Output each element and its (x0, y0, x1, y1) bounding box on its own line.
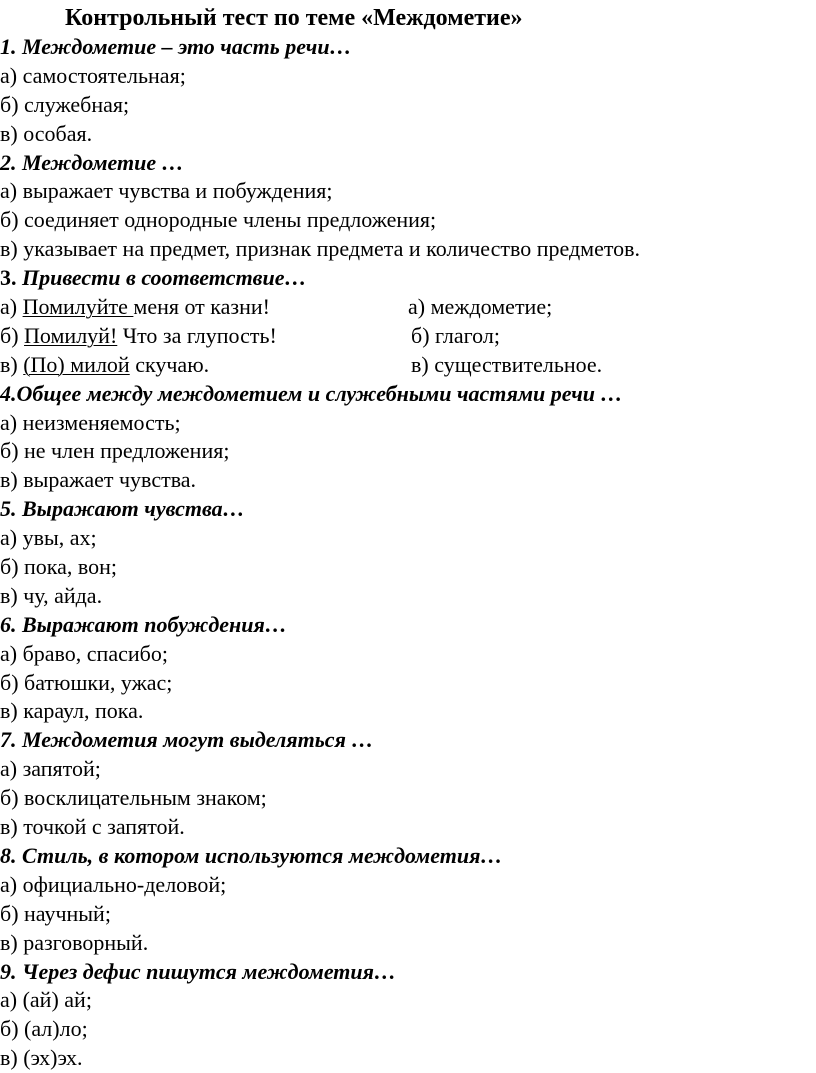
option-6a: а) браво, спасибо; (0, 640, 168, 666)
option-7b: б) восклицательным знаком; (0, 785, 267, 811)
question-text: Стиль, в котором используются междометия… (16, 842, 503, 868)
page-title: Контрольный тест по теме «Междометие» (65, 5, 523, 31)
match-row-c (0, 351, 816, 380)
questions-list (0, 33, 816, 1073)
match-sentence-rest: меня от казни! (133, 294, 270, 320)
option-9b: б) (ал)ло; (0, 1016, 88, 1042)
option-5b: б) пока, вон; (0, 554, 118, 580)
option-2b: б) соединяет однородные члены предложения; (0, 207, 437, 233)
match-prefix: а) (0, 294, 23, 320)
question-4 (0, 380, 816, 409)
question-6 (0, 611, 816, 640)
question-text: Междометие – это часть речи… (16, 34, 352, 59)
question-9 (0, 958, 816, 987)
question-7 (0, 726, 816, 755)
match-row-a (0, 293, 816, 322)
question-number: 8. (0, 842, 17, 868)
option-2a: а) выражает чувства и побуждения; (0, 178, 333, 204)
question-number: 7. (0, 727, 17, 753)
option-1c: в) особая. (0, 120, 93, 146)
question-text: Междометие … (16, 149, 184, 175)
match-underlined-word: Помилуй! (24, 322, 118, 348)
match-underlined-word: Помилуйте (22, 294, 134, 320)
question-5 (0, 495, 816, 524)
option-9a: а) (ай) ай; (0, 987, 92, 1013)
option-1b: б) служебная; (0, 91, 130, 117)
question-3 (0, 264, 816, 293)
match-prefix: в) (0, 351, 24, 377)
question-number: 3. (0, 265, 17, 291)
option-6b: б) батюшки, ужас; (0, 669, 173, 695)
option-4c: в) выражает чувства. (0, 467, 197, 493)
question-text: Выражают побуждения… (16, 611, 287, 637)
match-answer: а) междометие; (408, 294, 553, 320)
question-1 (0, 33, 816, 62)
question-text: Через дефис пишутся междометия… (16, 958, 396, 984)
match-answer: б) глагол; (411, 322, 500, 348)
question-number: 1. (0, 34, 17, 59)
match-underlined-word: (По) милой (23, 351, 130, 377)
question-number: 4. (0, 380, 17, 406)
match-sentence-rest: Что за глупость! (117, 322, 277, 348)
option-2c: в) указывает на предмет, признак предмета и количество предметов. (0, 236, 641, 262)
option-7a: а) запятой; (0, 756, 101, 782)
question-number: 6. (0, 611, 17, 637)
question-number: 2. (0, 149, 17, 175)
option-4a: а) неизменяемость; (0, 409, 181, 435)
option-4b: б) не член предложения; (0, 438, 230, 464)
match-answer: в) существительное. (411, 351, 603, 377)
option-6c: в) караул, пока. (0, 698, 144, 724)
question-8 (0, 842, 816, 871)
question-2 (0, 149, 816, 178)
question-text: Междометия могут выделяться … (16, 727, 374, 753)
option-8c: в) разговорный. (0, 929, 149, 955)
option-5c: в) чу, айда. (0, 582, 103, 608)
question-number: 5. (0, 496, 17, 522)
option-9c: в) (эх)эх. (0, 1045, 83, 1071)
option-8a: а) официально-деловой; (0, 871, 227, 897)
question-text: Общее между междометием и служебными частями речи … (16, 380, 623, 406)
match-prefix: б) (0, 322, 25, 348)
question-text: Привести в соответствие… (16, 265, 307, 291)
option-7c: в) точкой с запятой. (0, 814, 185, 840)
option-5a: а) увы, ах; (0, 525, 97, 551)
option-8b: б) научный; (0, 900, 111, 926)
question-text: Выражают чувства… (16, 496, 245, 522)
match-sentence-rest: скучаю. (129, 351, 210, 377)
question-number: 9. (0, 958, 17, 984)
option-1a: а) самостоятельная; (0, 62, 186, 88)
match-row-b (0, 322, 816, 351)
